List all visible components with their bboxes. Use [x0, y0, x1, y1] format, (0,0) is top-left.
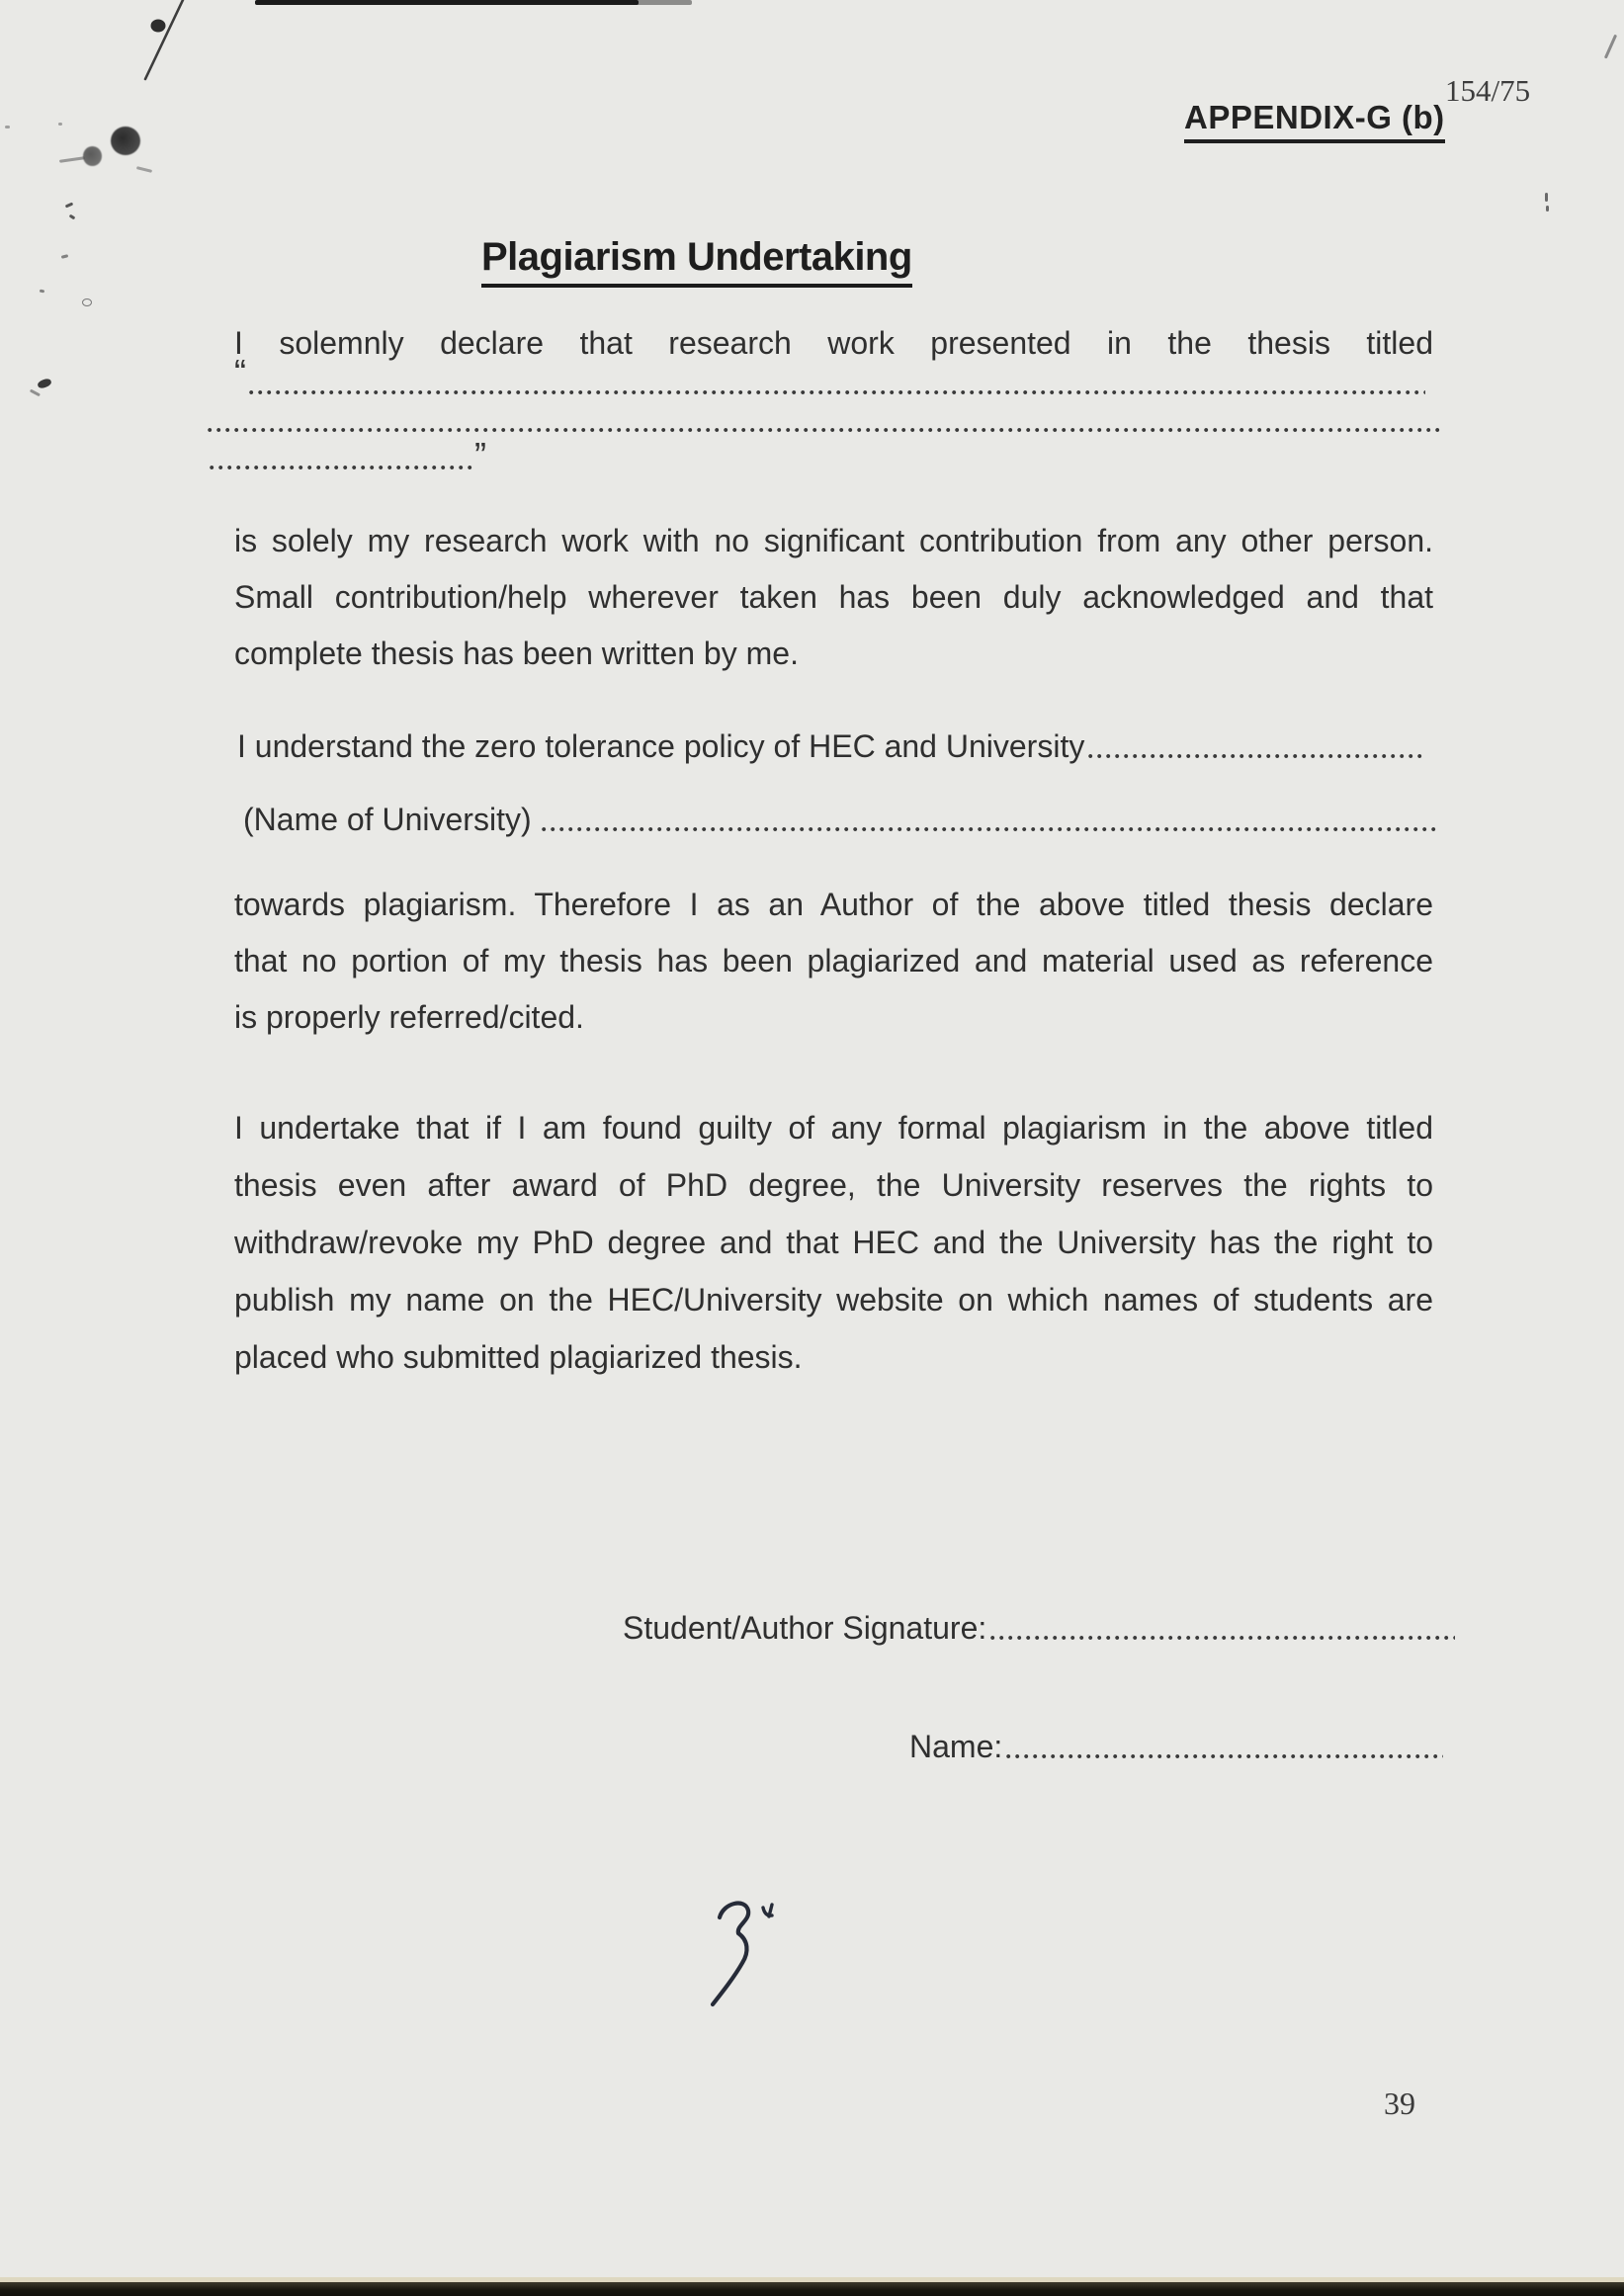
name-row [909, 1728, 1443, 1765]
university-name-dotted-line [542, 826, 1439, 832]
paragraph3-line1: towards plagiarism. Therefore I as an Author of the above titled thesis declare [234, 887, 1433, 922]
name-label: Name: [909, 1729, 1003, 1764]
ink-speck [58, 123, 62, 126]
university-dotted-line [1088, 753, 1425, 759]
zero-tolerance-text: I understand the zero tolerance policy of HEC and University [237, 728, 1085, 764]
student-signature-label: Student/Author Signature: [623, 1610, 987, 1646]
ink-speck [59, 156, 85, 163]
university-name-text: (Name of University) [243, 802, 532, 837]
close-quote: ” [474, 435, 486, 475]
handwritten-initial-scribble [704, 1896, 795, 2016]
scan-edge-band-bottom [0, 2282, 1624, 2296]
page-number: 39 [1384, 2085, 1415, 2121]
open-quote: “ [234, 352, 246, 392]
paragraph4-line2: thesis even after award of PhD degree, the University reserves the rights to [234, 1167, 1433, 1203]
ink-speck [5, 126, 10, 128]
paragraph2-line3: complete thesis has been written by me. [234, 636, 799, 671]
appendix-label: APPENDIX-G (b) [1184, 99, 1445, 143]
ink-blot [111, 127, 140, 155]
paragraph1-line1: I solemnly declare that research work presented in the thesis titled [234, 325, 1433, 361]
ink-speck [1604, 35, 1617, 59]
name-dotted-line [1006, 1753, 1443, 1759]
ink-speck [61, 254, 69, 259]
thesis-title-dotted-line [208, 427, 1440, 433]
student-signature-row [623, 1609, 1455, 1647]
paragraph4-line1: I undertake that if I am found guilty of any formal plagiarism in the above titled [234, 1110, 1433, 1146]
paragraph4-line4: publish my name on the HEC/University website on which names of students are [234, 1282, 1433, 1318]
paragraph2-line1: is solely my research work with no significant contribution from any other person. [234, 523, 1433, 558]
page-title: Plagiarism Undertaking [481, 235, 912, 288]
ink-blot [83, 146, 102, 166]
paragraph3-line2: that no portion of my thesis has been plagiarized and material used as reference [234, 943, 1433, 978]
signature-dotted-line [990, 1635, 1455, 1641]
ink-speck [40, 290, 44, 294]
ink-speck [1545, 193, 1548, 202]
paragraph2-line2: Small contribution/help wherever taken has been duly acknowledged and that [234, 579, 1433, 615]
ink-speck [1546, 206, 1549, 212]
thesis-title-dotted-line [249, 389, 1425, 395]
document-code: 154/75 [1445, 73, 1531, 108]
pen-stroke-artifact [136, 0, 192, 83]
ink-speck [30, 389, 41, 396]
scan-edge-band-top [255, 0, 639, 5]
ink-speck [37, 378, 52, 389]
ink-speck [69, 214, 76, 220]
ink-speck [136, 166, 152, 173]
thesis-title-dotted-line [210, 465, 474, 470]
ink-speck [65, 203, 74, 209]
ink-speck [82, 298, 92, 306]
zero-tolerance-line [237, 727, 1425, 765]
paragraph3-line3: is properly referred/cited. [234, 999, 584, 1035]
university-name-line [243, 801, 1439, 838]
paragraph4-line5: placed who submitted plagiarized thesis. [234, 1339, 803, 1375]
paragraph4-line3: withdraw/revoke my PhD degree and that HEC and the University has the right to [234, 1225, 1433, 1260]
scan-edge-band-top [633, 0, 692, 5]
